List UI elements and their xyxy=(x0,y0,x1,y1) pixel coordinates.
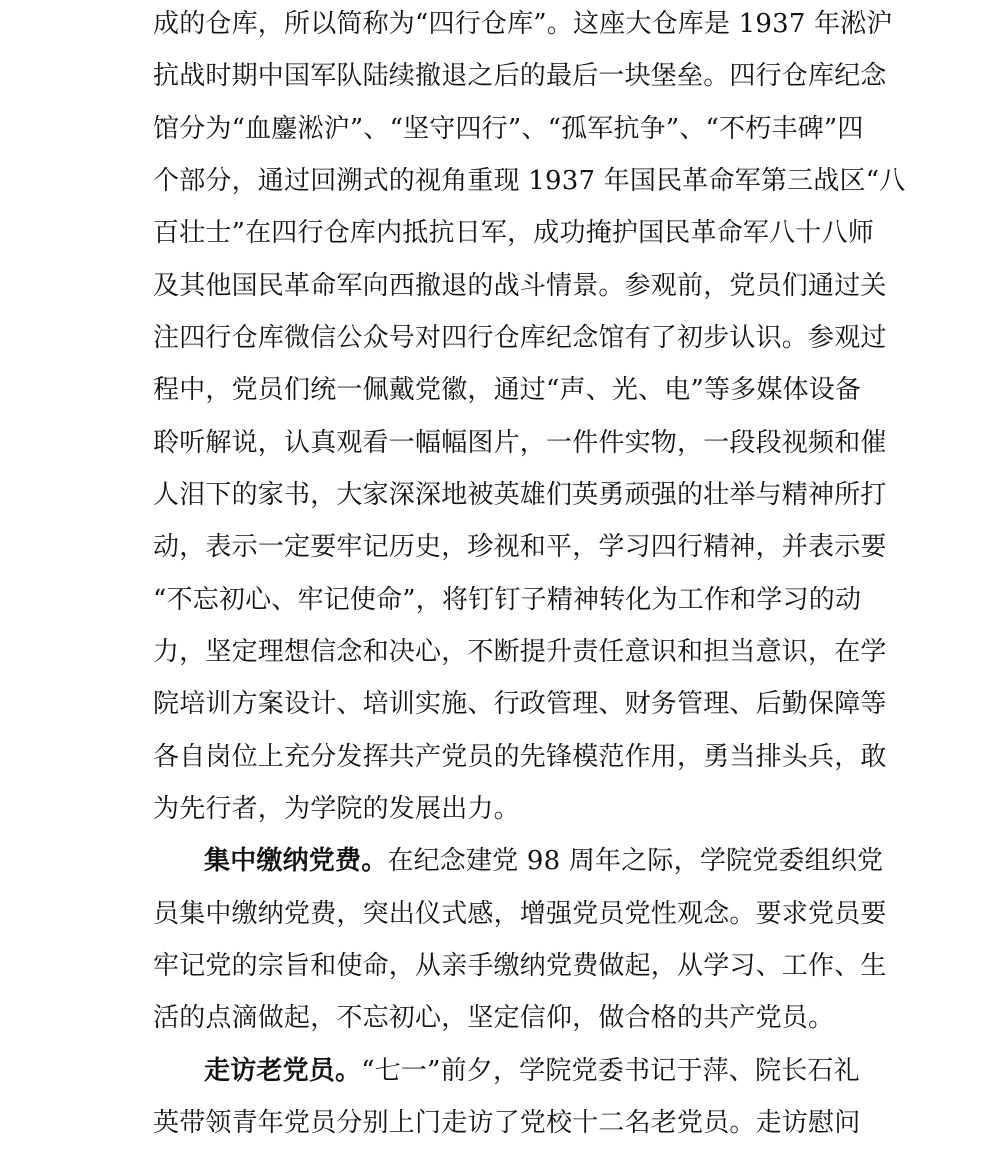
paragraph-first-line xyxy=(204,841,884,881)
text-line: 活的点滴做起，不忘初心，坚定信仰，做合格的共产党员。 xyxy=(153,1003,835,1033)
text-line: 为先行者，为学院的发展出力。 xyxy=(153,794,520,824)
text-line: 院培训方案设计、培训实施、行政管理、财务管理、后勤保障等 xyxy=(153,689,887,719)
text-line: 动，表示一定要牢记历史，珍视和平，学习四行精神，并表示要 xyxy=(153,532,887,562)
text-line: 聆听解说，认真观看一幅幅图片，一件件实物，一段段视频和催 xyxy=(153,428,887,458)
text-line: 英带领青年党员分别上门走访了党校十二名老党员。走访慰问 xyxy=(153,1108,861,1138)
text-line: 成的仓库，所以简称为“四行仓库”。这座大仓库是 1937 年淞沪 xyxy=(153,9,893,39)
text-line: 抗战时期中国军队陆续撤退之后的最后一块堡垒。四行仓库纪念 xyxy=(153,61,887,91)
text-line: 牢记党的宗旨和使命，从亲手缴纳党费做起，从学习、工作、生 xyxy=(153,951,887,981)
paragraph-heading: 走访老党员。 xyxy=(204,1056,362,1086)
text-line: 力，坚定理想信念和决心，不断提升责任意识和担当意识，在学 xyxy=(153,637,887,667)
text-line: “不忘初心、牢记使命”，将钉钉子精神转化为工作和学习的动 xyxy=(153,585,862,615)
text-line: 程中，党员们统一佩戴党徽，通过“声、光、电”等多媒体设备 xyxy=(153,375,862,405)
text-line: 个部分，通过回溯式的视角重现 1937 年国民革命军第三战区“八 xyxy=(153,166,906,196)
text-span: “七一”前夕，学院党委书记于萍、院长石礼 xyxy=(361,1056,860,1086)
text-line: 及其他国民革命军向西撤退的战斗情景。参观前，党员们通过关 xyxy=(153,271,887,301)
text-span: 在纪念建党 98 周年之际，学院党委组织党 xyxy=(387,846,884,876)
text-line: 员集中缴纳党费，突出仪式感，增强党员党性观念。要求党员要 xyxy=(153,899,887,929)
paragraph-first-line xyxy=(204,1051,860,1091)
text-line: 百壮士”在四行仓库内抵抗日军，成功掩护国民革命军八十八师 xyxy=(153,218,874,248)
text-line: 人泪下的家书，大家深深地被英雄们英勇顽强的壮举与精神所打 xyxy=(153,480,887,510)
text-line: 各自岗位上充分发挥共产党员的先锋模范作用，勇当排头兵，敢 xyxy=(153,742,887,772)
text-line: 馆分为“血鏖淞沪”、“坚守四行”、“孤军抗争”、“不朽丰碑”四 xyxy=(153,114,864,144)
paragraph-heading: 集中缴纳党费。 xyxy=(204,846,388,876)
text-line: 注四行仓库微信公众号对四行仓库纪念馆有了初步认识。参观过 xyxy=(153,323,887,353)
